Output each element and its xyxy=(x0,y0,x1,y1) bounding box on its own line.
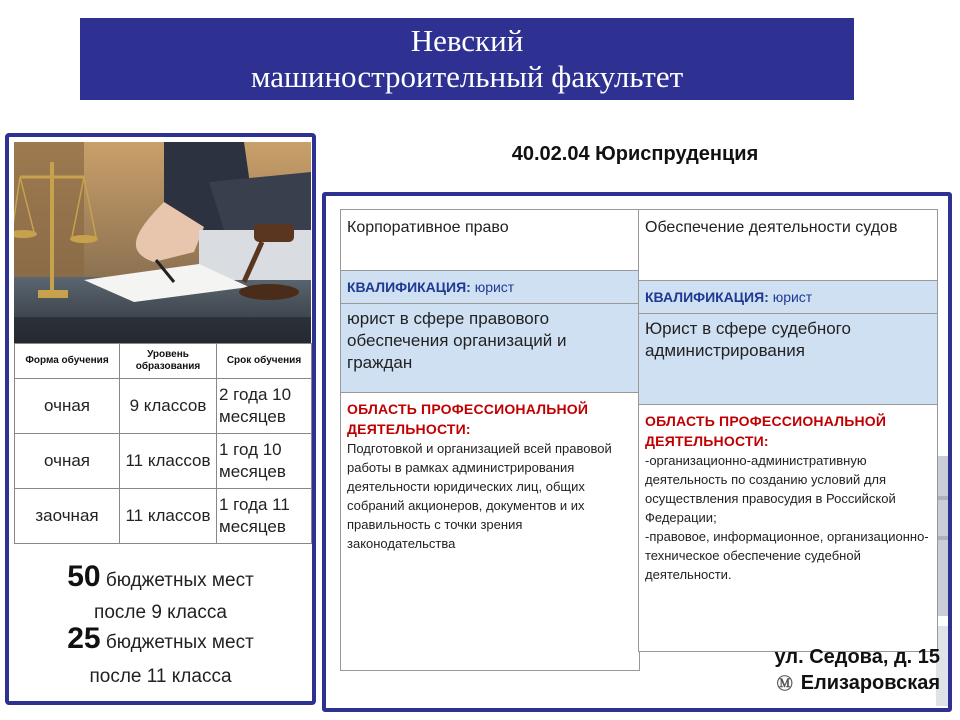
title-line-1: Невский xyxy=(410,23,524,58)
metro-icon: Ⓜ xyxy=(776,676,793,693)
table-row xyxy=(15,434,312,489)
area-text: -организационно-административную деятельность по созданию условий для осуществления правосудия в Российской Федерации; -правовое, информационное, организационно-техническое обеспечение судебной деятельности. xyxy=(645,453,929,582)
cell-duration xyxy=(217,489,312,544)
budget-11-text: бюджетных мест xyxy=(105,632,254,653)
qualification-label: КВАЛИФИКАЦИЯ: xyxy=(347,279,471,295)
address xyxy=(700,644,940,698)
card-specialization: Юрист в сфере судебного администрирования xyxy=(639,313,937,404)
budget-9-sub: после 9 класса xyxy=(94,602,227,623)
study-table xyxy=(14,343,312,544)
budget-11-sub: после 11 класса xyxy=(89,666,232,687)
title-line-2: машиностроительный факультет xyxy=(250,59,684,94)
program-card-courts xyxy=(638,209,938,652)
cell-form: заочная xyxy=(15,489,120,544)
qualification-value: юрист xyxy=(474,279,515,295)
card-area xyxy=(639,404,937,590)
cell-form: очная xyxy=(15,379,120,434)
card-specialization: юрист в сфере правового обеспечения организаций и граждан xyxy=(341,303,639,392)
area-heading: ОБЛАСТЬ ПРОФЕССИОНАЛЬНОЙ ДЕЯТЕЛЬНОСТИ: xyxy=(645,413,887,449)
card-title: Обеспечение деятельности судов xyxy=(639,210,937,280)
budget-9-number: 50 xyxy=(67,560,101,593)
address-metro: Елизаровская xyxy=(800,672,940,694)
study-panel xyxy=(5,133,316,705)
title-banner xyxy=(80,18,854,100)
cell-duration-text: 1 год 10 месяцев xyxy=(219,440,286,481)
cell-level-text: 11 классов xyxy=(125,506,211,525)
header-form: Форма обучения xyxy=(15,344,120,379)
header-duration: Срок обучения xyxy=(217,344,312,379)
cell-duration-text: 2 года 10 месяцев xyxy=(219,385,292,426)
cell-form: очная xyxy=(15,434,120,489)
cell-level xyxy=(120,489,217,544)
budget-9-text: бюджетных мест xyxy=(105,570,254,591)
budget-11 xyxy=(9,622,312,655)
table-row xyxy=(15,489,312,544)
area-text: Подготовкой и организацией всей правовой работы в рамках администрирования деятельности юридических лиц, общих собраний акционеров, документов и их правильность с точки зрения законодательства xyxy=(347,441,612,551)
study-table-header xyxy=(15,344,312,379)
law-photo-illustration xyxy=(14,142,311,344)
program-title: 40.02.04 Юриспруденция xyxy=(511,143,759,165)
header-level: Уровень образования xyxy=(120,344,217,379)
address-metro-line xyxy=(700,670,940,698)
programs-panel xyxy=(322,192,952,712)
qualification-label: КВАЛИФИКАЦИЯ: xyxy=(645,289,769,305)
area-heading: ОБЛАСТЬ ПРОФЕССИОНАЛЬНОЙ ДЕЯТЕЛЬНОСТИ: xyxy=(347,401,589,437)
budget-11-number: 25 xyxy=(67,622,101,655)
address-street: ул. Седова, д. 15 xyxy=(774,646,940,668)
program-card-corporate xyxy=(340,209,640,671)
card-area xyxy=(341,392,639,559)
budget-9 xyxy=(9,560,312,593)
card-title: Корпоративное право xyxy=(341,210,639,270)
cell-duration xyxy=(217,379,312,434)
law-photo xyxy=(14,142,311,344)
cell-duration-text: 1 года 11 месяцев xyxy=(219,495,290,536)
card-qualification xyxy=(639,280,937,313)
cell-level-text: 9 классов xyxy=(129,396,207,415)
table-row xyxy=(15,379,312,434)
card-qualification xyxy=(341,270,639,303)
qualification-value: юрист xyxy=(772,289,813,305)
cell-level xyxy=(120,379,217,434)
cell-level-text: 11 классов xyxy=(125,451,211,470)
cell-level xyxy=(120,434,217,489)
cell-duration xyxy=(217,434,312,489)
